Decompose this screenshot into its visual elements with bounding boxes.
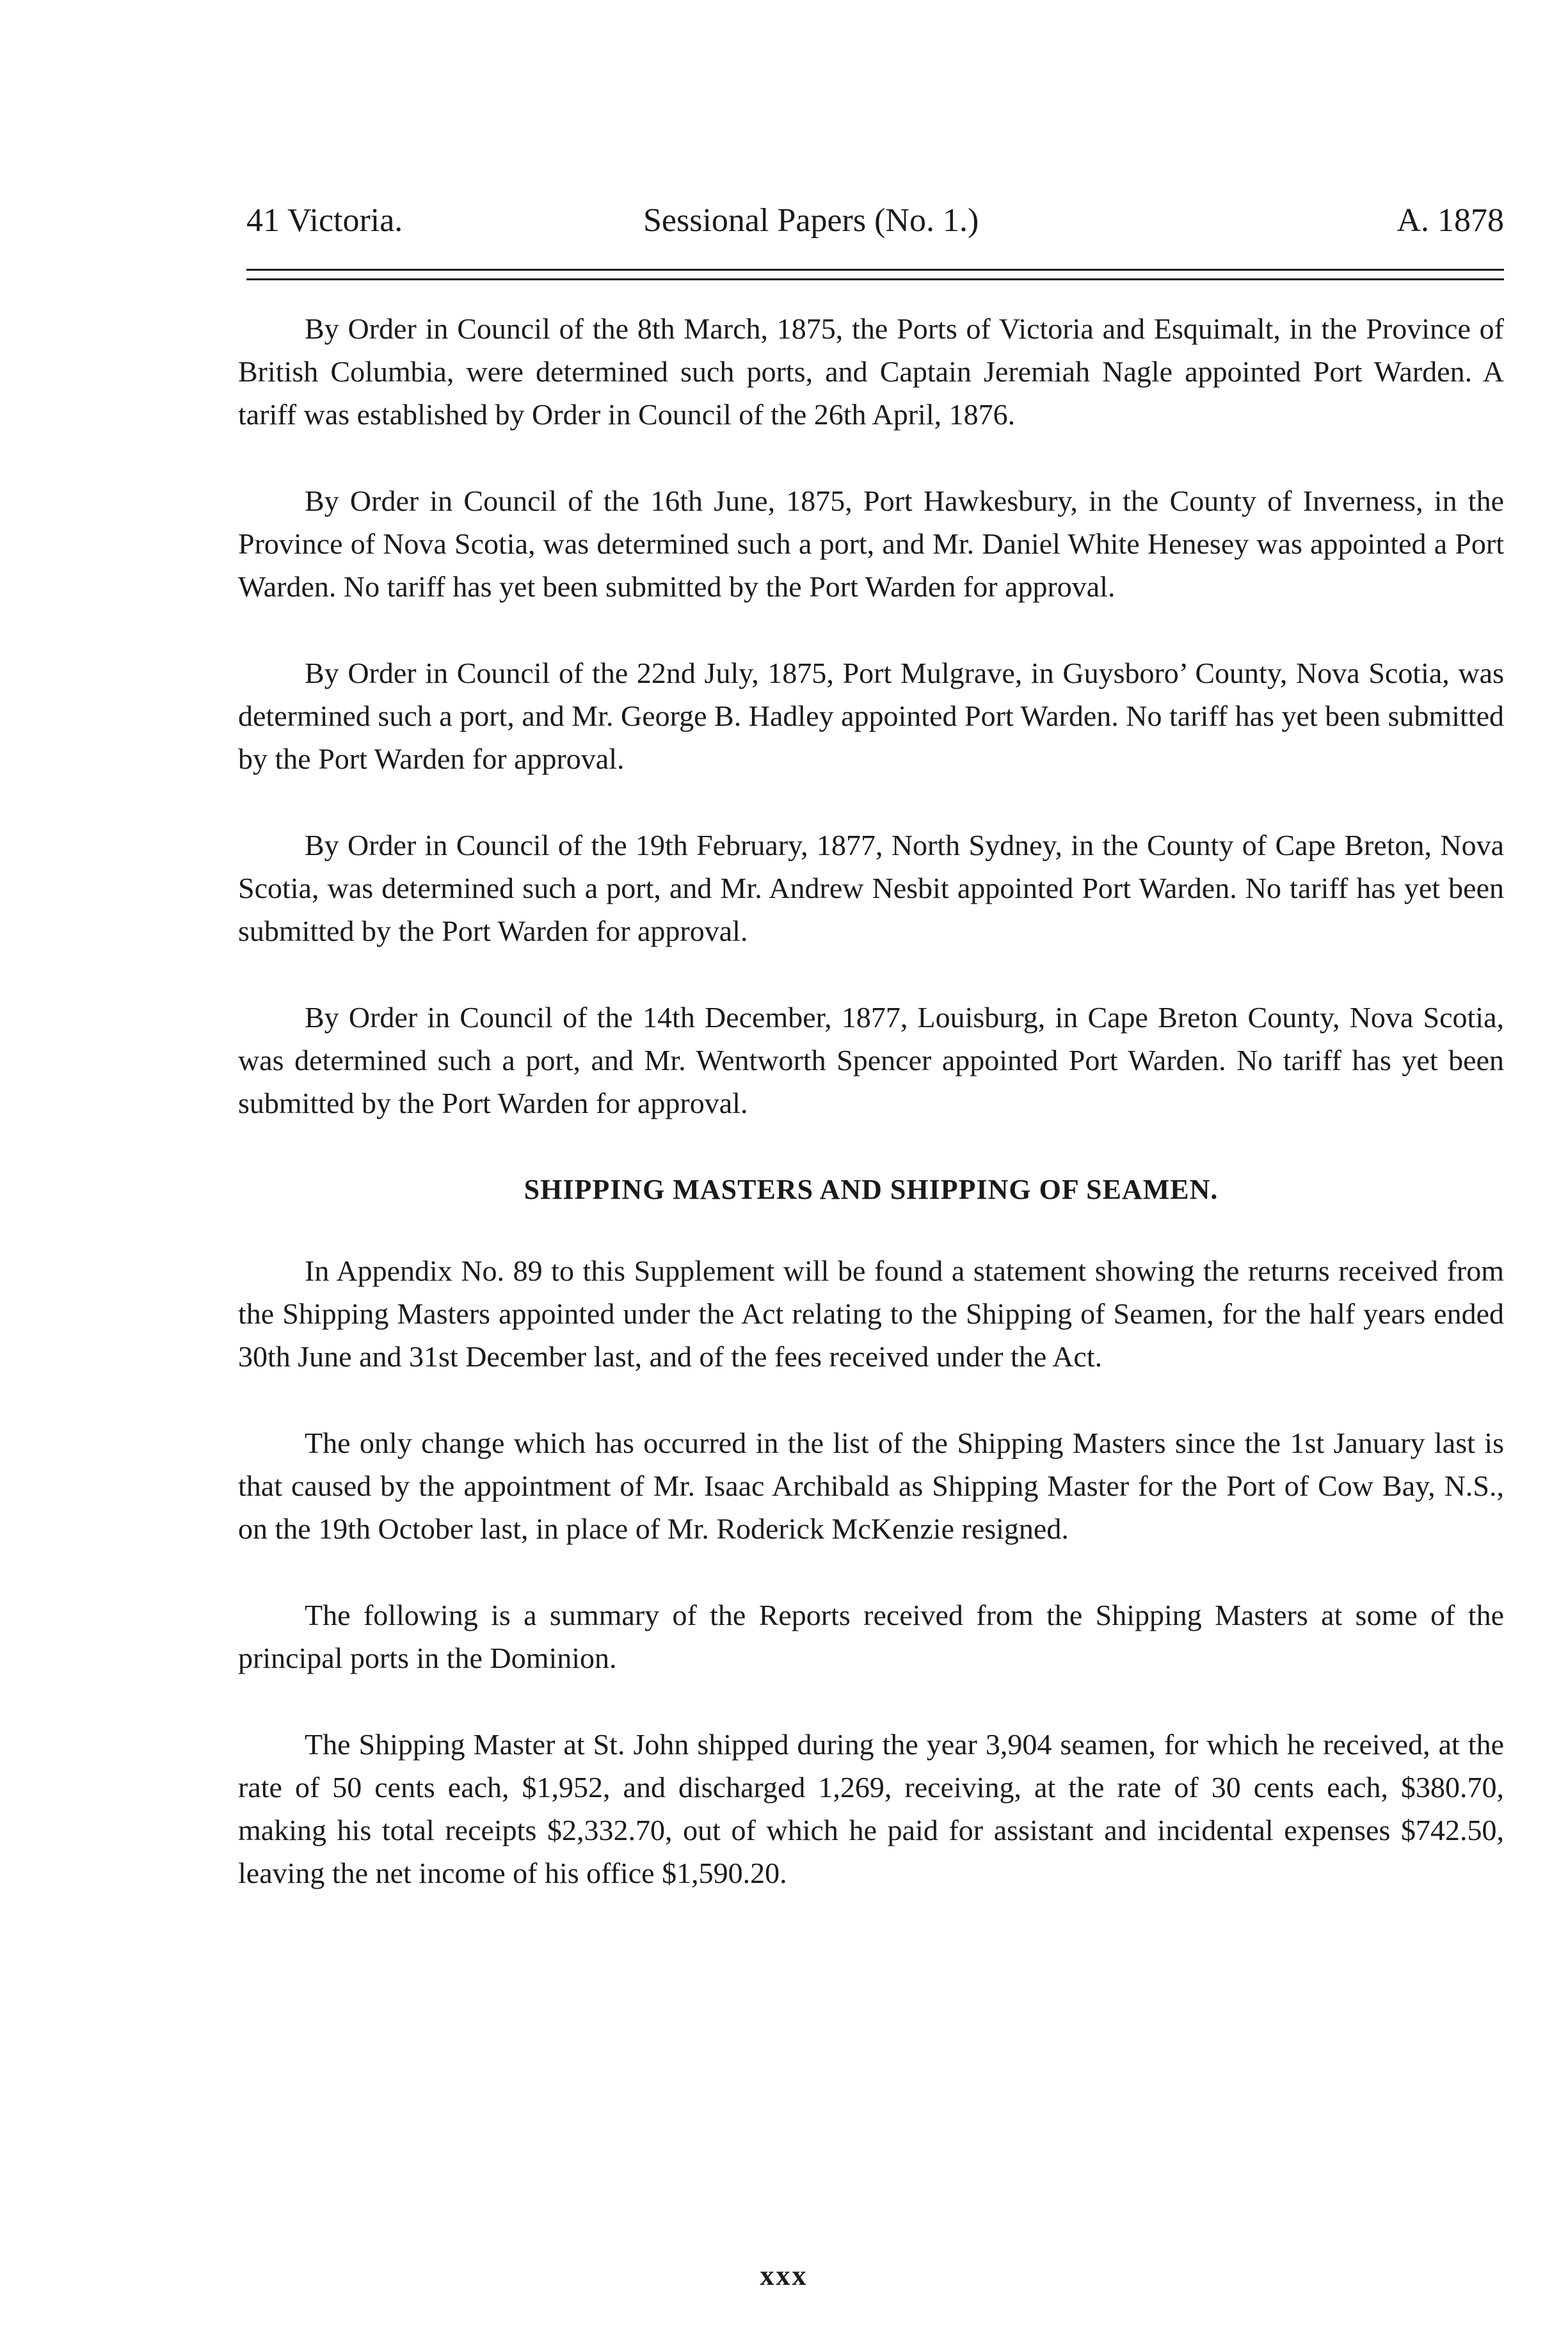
paragraph-north-sydney: By Order in Council of the 19th February, 1877, North Sydney, in the County of Cape Breton, Nova Scotia, was determined such a port, and Mr. Andrew Nesbit appointed Port Warden. No tariff has yet been submitted by the Port Warden for approval. bbox=[238, 829, 1504, 947]
header-session: 41 Victoria. bbox=[246, 202, 403, 239]
page-number: xxx bbox=[760, 2260, 808, 2291]
paragraph-victoria-esquimalt: By Order in Council of the 8th March, 1875, the Ports of Victoria and Esquimalt, in the Province of British Columbia, were determined such ports, and Captain Jeremiah Nagle appointed Port Warden. A tariff was established by Order in Council of the 26th April, 1876. bbox=[238, 312, 1504, 431]
header-title: Sessional Papers (No. 1.) bbox=[643, 202, 979, 239]
header-year: A. 1878 bbox=[1396, 202, 1504, 239]
paragraph-louisburg: By Order in Council of the 14th December, 1877, Louisburg, in Cape Breton County, Nova Scotia, was determined such a port, and Mr. Wentworth Spencer appointed Port Warden. No tariff has yet been submitted by the Port Warden for approval. bbox=[238, 1001, 1504, 1119]
paragraph-appendix: In Appendix No. 89 to this Supplement will be found a statement showing the returns received from the Shipping Masters appointed under the Act relating to the Shipping of Seamen, for the half years ended 30th June and 31st December last, and of the fees received under the Act. bbox=[238, 1254, 1504, 1373]
paragraph-summary: The following is a summary of the Reports received from the Shipping Masters at some of the principal ports in the Dominion. bbox=[238, 1599, 1504, 1674]
paragraph-port-hawkesbury: By Order in Council of the 16th June, 1875, Port Hawkesbury, in the County of Inverness, in the Province of Nova Scotia, was determined such a port, and Mr. Daniel White Henesey was appointed a Port Warden. No tariff has yet been submitted by the Port Warden for approval. bbox=[238, 484, 1504, 603]
paragraph-change: The only change which has occurred in the list of the Shipping Masters since the 1st January last is that caused by the appointment of Mr. Isaac Archibald as Shipping Master for the Port of Cow Bay, N.S., on the 19th October last, in place of Mr. Roderick McKenzie resigned. bbox=[238, 1427, 1504, 1545]
running-header bbox=[246, 195, 1504, 246]
section-heading: SHIPPING MASTERS AND SHIPPING OF SEAMEN. bbox=[524, 1174, 1219, 1205]
paragraph-st-john: The Shipping Master at St. John shipped during the year 3,904 seamen, for which he received, at the rate of 50 cents each, $1,952, and discharged 1,269, receiving, at the rate of 30 cents each, $380.70, making his total receipts $2,332.70, out of which he paid for assistant and incidental expenses $742.50, leaving the net income of his office $1,590.20. bbox=[238, 1728, 1504, 1889]
header-double-rule bbox=[246, 269, 1504, 280]
paragraph-port-mulgrave: By Order in Council of the 22nd July, 1875, Port Mulgrave, in Guysboro’ County, Nova Scotia, was determined such a port, and Mr. George B. Hadley appointed Port Warden. No tariff has yet been submitted by the Port Warden for approval. bbox=[238, 657, 1504, 775]
body-text bbox=[238, 307, 1504, 1938]
